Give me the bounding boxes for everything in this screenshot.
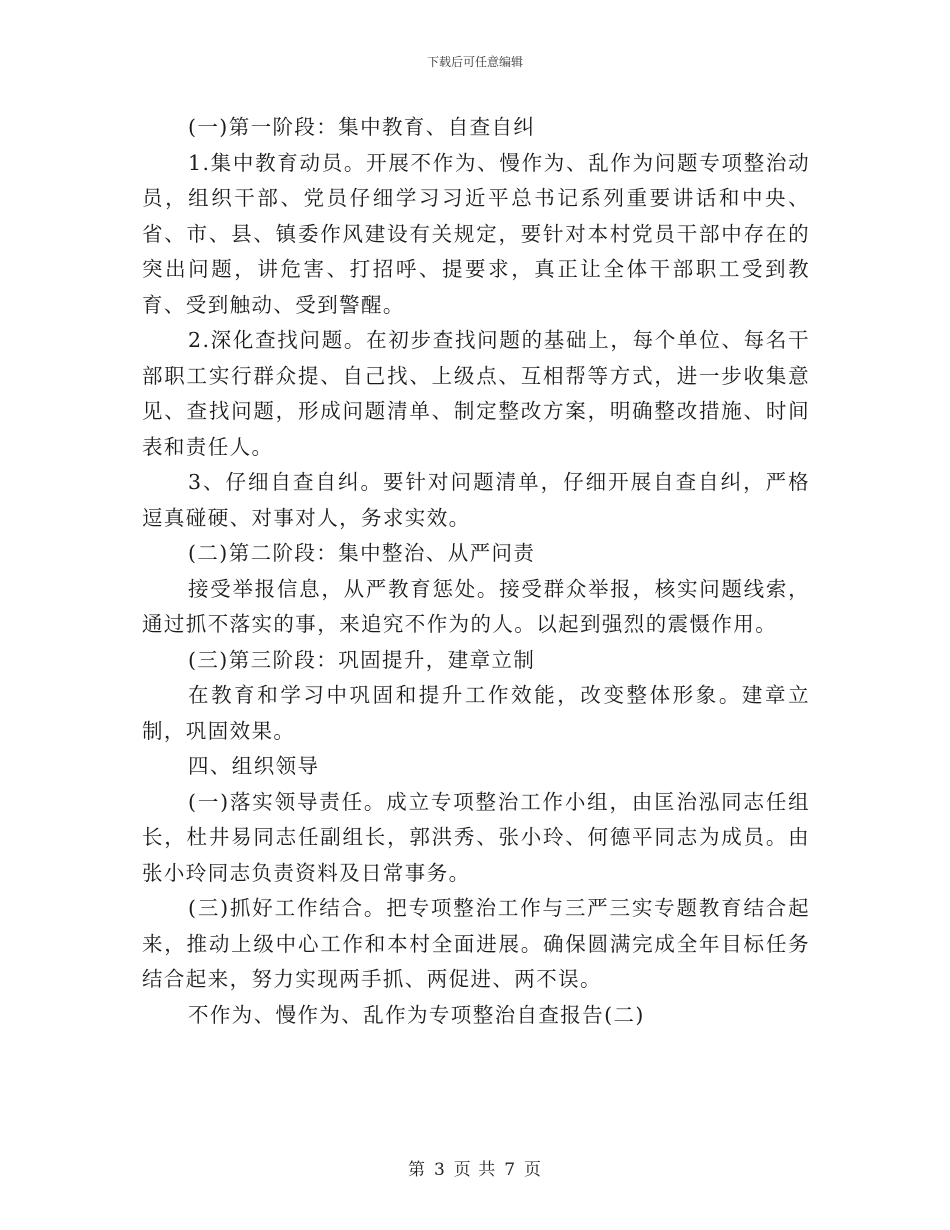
footer-middle: 页 共 [453, 1160, 497, 1180]
report-title-part-2: 不作为、慢作为、乱作为专项整治自查报告(二) [188, 1002, 645, 1027]
paragraph-education-mobilization: 1.集中教育动员。开展不作为、慢作为、乱作为问题专项整治动员，组织干部、党员仔细学习习近平总书记系列重要讲话和中央、省、市、县、镇委作风建设有关规定，要针对本村党员干部中存在的突出问题，讲危害、打招呼、提要求，真正让全体干部职工受到教育、受到触动、受到警醒。 [142, 150, 810, 317]
paragraph-leadership-responsibility: (一)落实领导责任。成立专项整治工作小组，由匡治泓同志任组长，杜井易同志任副组长，郭洪秀、张小玲、何德平同志为成员。由张小玲同志负责资料及日常事务。 [142, 789, 811, 885]
total-pages-number: 7 [504, 1160, 517, 1180]
footer-suffix: 页 [524, 1160, 543, 1180]
document-body [142, 110, 810, 1033]
paragraph-self-inspection: 3、仔细自查自纠。要针对问题清单，仔细开展自查自纠，严格逗真碰硬、对事对人，务求实效。 [142, 470, 810, 530]
paragraph-work-combination: (三)抓好工作结合。把专项整治工作与三严三实专题教育结合起来，推动上级中心工作和本村全面进展。确保圆满完成全年目标任务结合起来，努力实现两手抓、两促进、两不误。 [142, 896, 811, 991]
section-heading-phase-2: (二)第二阶段：集中整治、从严问责 [188, 541, 536, 565]
section-heading-leadership: 四、组织领导 [188, 754, 320, 778]
paragraph-reports: 接受举报信息，从严教育惩处。接受群众举报，核实问题线索，通过抓不落实的事，来追究不作为的人。以起到强烈的震慑作用。 [142, 576, 810, 636]
section-heading-phase-1: (一)第一阶段：集中教育、自查自纠 [188, 115, 536, 139]
header-note: 下载后可任意编辑 [426, 55, 523, 69]
section-heading-phase-3: (三)第三阶段：巩固提升，建章立制 [188, 647, 536, 672]
page-footer [0, 1155, 950, 1180]
paragraph-deepen-problem-finding: 2.深化查找问题。在初步查找问题的基础上，每个单位、每名干部职工实行群众提、自己找、上级点、互相帮等方式，进一步收集意见、查找问题，形成问题清单、制定整改方案，明确整改措施、时间表和责任人。 [142, 328, 810, 459]
footer-prefix: 第 [407, 1160, 426, 1180]
paragraph-consolidation: 在教育和学习中巩固和提升工作效能，改变整体形象。建章立制，巩固效果。 [142, 683, 810, 743]
current-page-number: 3 [433, 1160, 446, 1180]
